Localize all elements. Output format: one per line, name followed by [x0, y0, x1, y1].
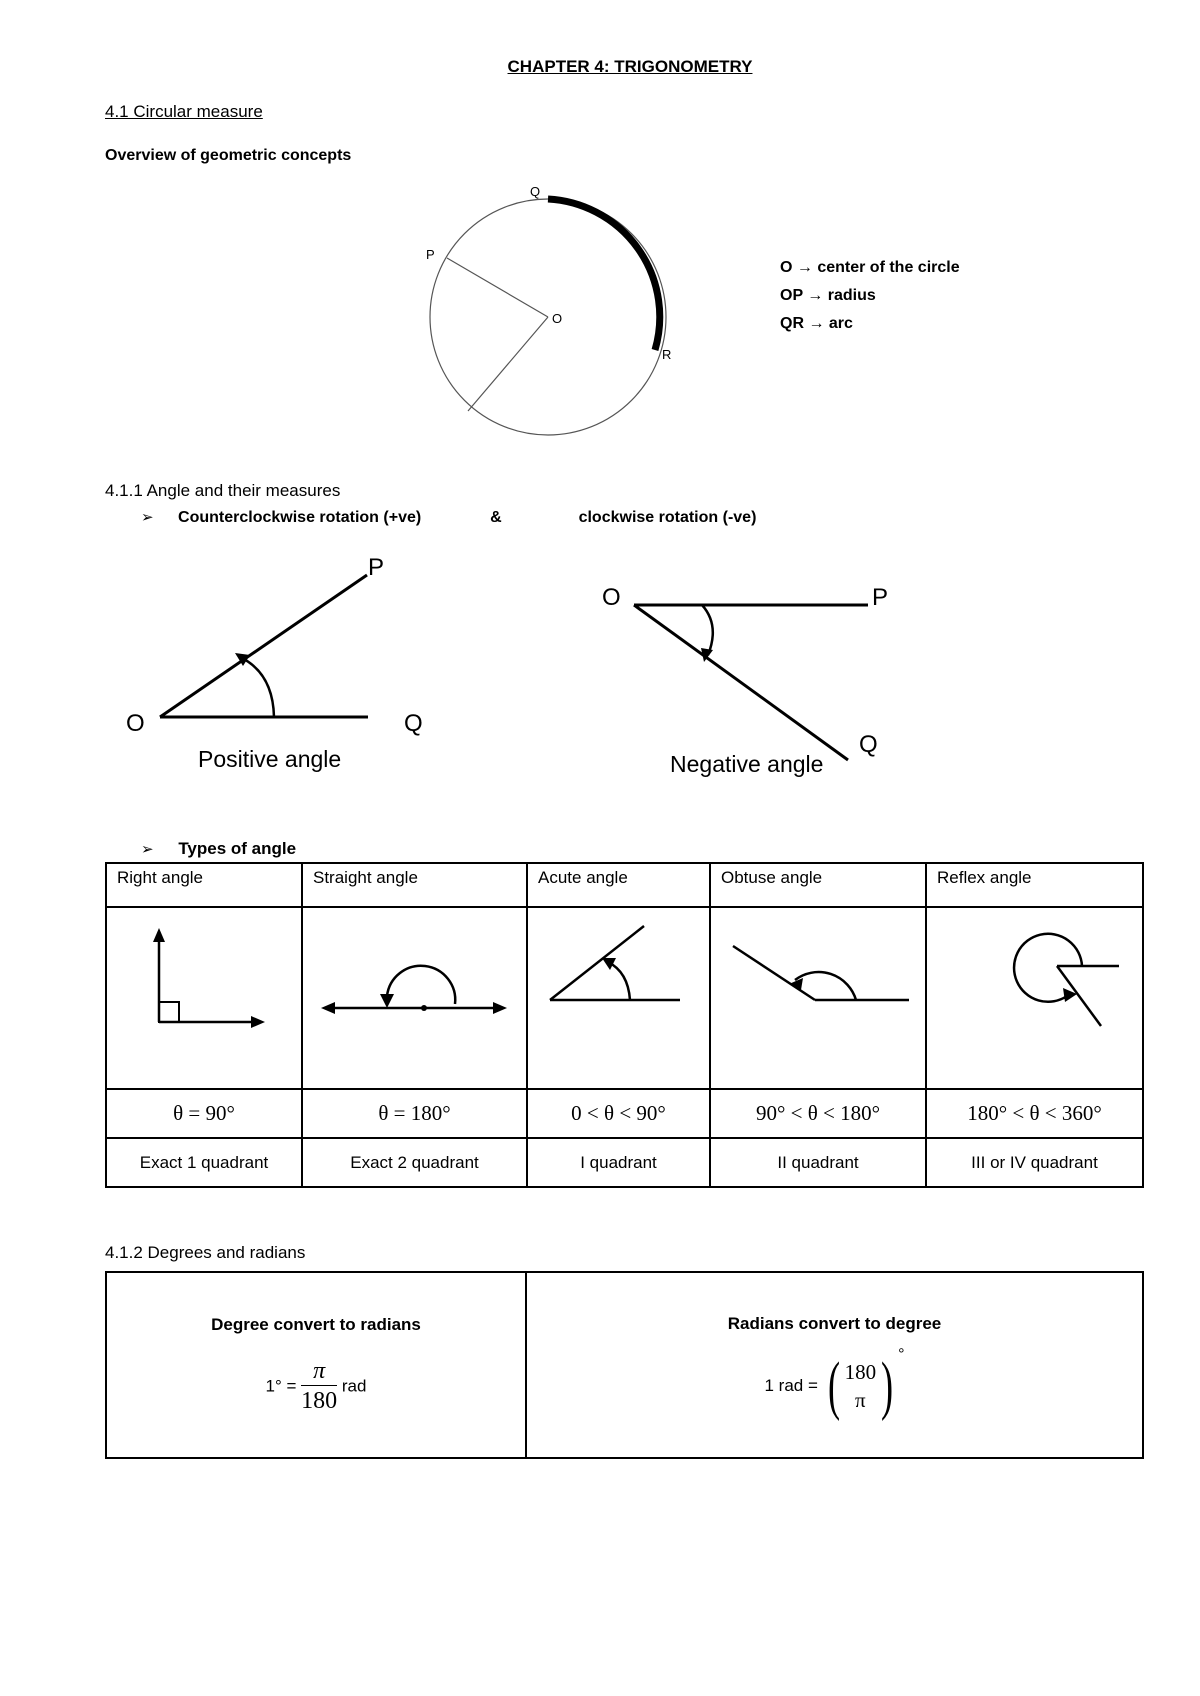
header-reflex-angle: Reflex angle [926, 863, 1143, 907]
circle-diagram [400, 180, 700, 450]
label-q: Q [530, 184, 541, 199]
formula-reflex: 180° < θ < 360° [926, 1089, 1143, 1138]
quadrant-reflex: III or IV quadrant [926, 1138, 1143, 1187]
types-of-angle-table [105, 862, 1144, 1188]
rotation-arc [240, 657, 274, 717]
right-angle-figure [107, 908, 299, 1083]
pos-label-o: O [126, 710, 145, 737]
negative-angle-caption: Negative angle [670, 751, 824, 777]
arrowhead-icon [321, 1002, 335, 1014]
radius-op [447, 258, 548, 317]
fraction-numerator: 180 [844, 1360, 877, 1384]
header-obtuse-angle: Obtuse angle [710, 863, 926, 907]
rotation-line [141, 508, 756, 527]
acute-angle-figure [528, 908, 708, 1083]
legend-center: O → center of the circle [780, 259, 960, 276]
fraction-denominator: 180 [301, 1387, 338, 1414]
right-paren: ) [881, 1349, 894, 1422]
deg-to-rad-formula [108, 1357, 524, 1416]
deg-to-rad-heading: Degree convert to radians [211, 1314, 421, 1334]
page-title: CHAPTER 4: TRIGONOMETRY [507, 57, 753, 76]
arrowhead-icon [153, 928, 165, 942]
rad-to-deg-heading: Radians convert to degree [727, 1314, 942, 1333]
ray-op [160, 575, 367, 717]
deg-to-rad-fraction [301, 1357, 337, 1416]
cell-degree-to-radian [106, 1272, 526, 1458]
deg-to-rad-lhs: 1° = [265, 1376, 297, 1395]
cell-reflex-angle-figure [926, 907, 1143, 1089]
arrowhead-icon [251, 1016, 265, 1028]
rad-to-deg-formula [528, 1346, 1141, 1422]
obtuse-angle-figure [711, 908, 924, 1083]
ampersand: & [490, 509, 502, 526]
conversion-table [105, 1271, 1144, 1459]
pos-label-q: Q [404, 710, 423, 737]
section-heading-degrees-radians: 4.1.2 Degrees and radians [105, 1243, 306, 1262]
header-right-angle: Right angle [106, 863, 302, 907]
positive-angle-caption: Positive angle [198, 746, 342, 772]
arrowhead-icon [602, 958, 616, 970]
arrowhead-icon [493, 1002, 507, 1014]
overview-heading: Overview of geometric concepts [105, 147, 352, 164]
formula-straight: θ = 180° [302, 1089, 527, 1138]
label-r: R [662, 347, 672, 362]
degree-symbol: ° [898, 1346, 905, 1363]
formula-right: θ = 90° [106, 1089, 302, 1138]
left-paren: ( [827, 1349, 840, 1422]
bullet-icon: ➢ [141, 841, 154, 858]
fraction-numerator: π [301, 1357, 337, 1386]
cell-radian-to-degree [526, 1272, 1143, 1458]
straight-angle-figure [303, 908, 525, 1083]
types-heading: Types of angle [178, 839, 297, 858]
reflex-angle-figure [927, 908, 1141, 1083]
ccw-label: Counterclockwise rotation (+ve) [178, 509, 422, 526]
radius-line [468, 317, 548, 411]
pos-label-p: P [368, 554, 385, 581]
formula-acute: 0 < θ < 90° [527, 1089, 710, 1138]
rad-to-deg-fraction [845, 1358, 877, 1414]
label-o: O [552, 311, 563, 326]
label-p: P [426, 247, 435, 262]
rotation-arc-neg [702, 605, 713, 655]
section-heading-circular-measure: 4.1 Circular measure [105, 102, 263, 121]
header-straight-angle: Straight angle [302, 863, 527, 907]
cell-acute-angle-figure [527, 907, 710, 1089]
arrowhead-icon [380, 994, 394, 1008]
bullet-icon: ➢ [141, 509, 154, 526]
neg-label-q: Q [859, 731, 878, 758]
quadrant-right: Exact 1 quadrant [106, 1138, 302, 1187]
cell-straight-angle-figure [302, 907, 527, 1089]
rad-to-deg-lhs: 1 rad = [764, 1376, 818, 1395]
fraction-denominator: π [855, 1388, 866, 1412]
header-acute-angle: Acute angle [527, 863, 710, 907]
legend-arc: QR → arc [780, 315, 853, 332]
table-row [106, 907, 1143, 1089]
legend-radius: OP → radius [780, 287, 876, 304]
cell-right-angle-figure [106, 907, 302, 1089]
table-row [106, 1138, 1143, 1187]
table-row [106, 1089, 1143, 1138]
table-row [106, 1272, 1143, 1458]
quadrant-obtuse: II quadrant [710, 1138, 926, 1187]
quadrant-acute: I quadrant [527, 1138, 710, 1187]
quadrant-straight: Exact 2 quadrant [302, 1138, 527, 1187]
ray-oq-neg [634, 605, 848, 760]
negative-angle-diagram [590, 570, 920, 790]
arc-qr [548, 199, 660, 350]
section-heading-angles: 4.1.1 Angle and their measures [105, 481, 341, 500]
types-heading-line [141, 839, 296, 859]
deg-to-rad-unit: rad [341, 1376, 367, 1395]
neg-label-p: P [872, 584, 889, 611]
neg-label-o: O [602, 584, 621, 611]
circle-legend [780, 254, 960, 338]
formula-obtuse: 90° < θ < 180° [710, 1089, 926, 1138]
cell-obtuse-angle-figure [710, 907, 926, 1089]
positive-angle-diagram [110, 535, 460, 775]
table-row [106, 863, 1143, 907]
cw-label: clockwise rotation (-ve) [578, 509, 757, 526]
